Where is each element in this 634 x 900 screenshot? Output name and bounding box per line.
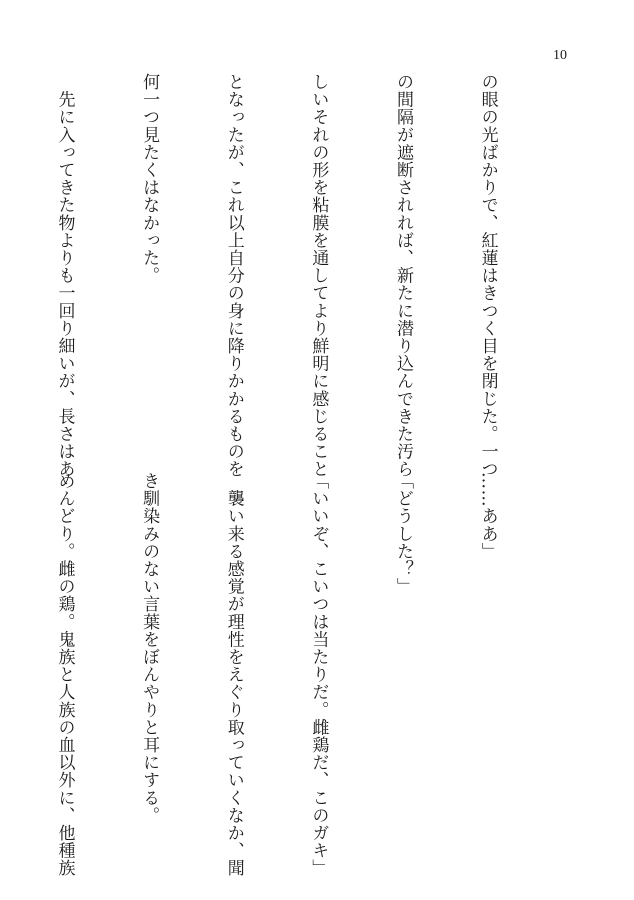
text-line: ……ああ」	[477, 472, 498, 560]
text-line: の眼の光ばかりで、紅蓮はきつく目を閉じた。一つ	[477, 73, 498, 478]
text-line: 先に入ってきた物よりも一回り細いが、長さはあ	[54, 73, 75, 478]
lower-text-block	[0, 472, 558, 877]
text-line: 何一つ見たくはなかった。	[139, 73, 160, 285]
text-line: 「いいぞ、こいつは当たりだ。雌鶏だ、このガキ」	[308, 472, 329, 877]
text-line: 「どうした？」	[392, 472, 413, 596]
text-line: めんどり。雌の鶏。鬼族と人族の血以外に、他種族	[54, 472, 75, 877]
text-line: の間隔が遮断されれば、新たに潜り込んできた汚ら	[392, 73, 413, 478]
text-line: き馴染みのない言葉をぼんやりと耳にする。	[139, 472, 160, 824]
text-line: 襲い来る感覚が理性をえぐり取っていくなか、聞	[223, 472, 244, 877]
text-line: しいそれの形を粘膜を通してより鮮明に感じること	[308, 73, 329, 478]
page-number: 10	[553, 48, 567, 63]
text-line: となったが、これ以上自分の身に降りかかるものを	[223, 73, 244, 478]
upper-text-block	[0, 73, 558, 478]
